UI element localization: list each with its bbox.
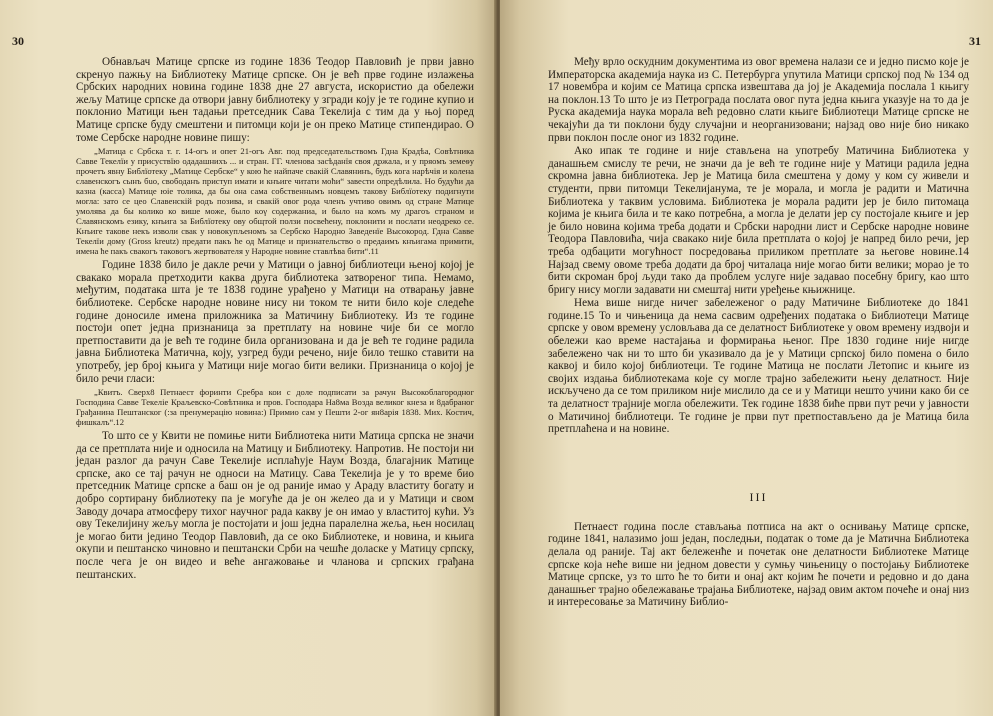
left-page bbox=[0, 0, 496, 716]
paragraph: Петнаест година после стављања потписа на акт о оснивању Матице српске, године 1841, налазимо још један, последњи, податак о томе да је Матична Библиотека делала од раније. Тај акт бележенће и почетак оне делатности Библиотеке Матице српске која неће више ни једном довести у сумњу чињеницу о постојању Библиотеке Матице српске, уз то што ће то бити и онај акт којим ће почети и редовно и до дана данашњег трајно обележавање трајања Библиотеке, најзад овим актом почеће и онај низ и интересовање за Матичину Библио- bbox=[548, 520, 969, 609]
page-number-left: 30 bbox=[12, 34, 24, 48]
paragraph: Ако ипак те године и није стављена на употребу Матичина Библиотека у данашњем смислу те речи, не значи да је већ те године није у Матици радила једна скромна јавна библиотека. Јер је Матица била смештена у дому у ком су живели и студенти, први питомци Текелијанума, те је морала, и могла је радити и Матична Библиотека у таквим условима. Библиотека је морала радити јер је било питомаца којима је књига била и те како потребна, а могла је делати јер су постојале књиге и јер је било новина којима треба додати и Србски народни лист и Сербске народне новине Теодора Павловића, чија свакако није била претплата о којој је напред било речи, јер треба одбацити могућност посредовања приликом претплате за његове новине.14 Најзад свему овоме треба додати да број читалаца није могао бити велики; морао је то бити скроман број људи тако да проблем услуге није задавао посебну бригу, као што бригу нису могли задавати ни смештај нити уређење књижнице. bbox=[548, 145, 969, 296]
paragraph: Међу врло оскудним документима из овог времена налази се и једно писмо које је Императорска академија наука из С. Петербурга упутила Матици српској под № 134 од 17 новембра и којим се Матица српска извештава да јој је Академија послала 1 књигу на поклон.13 То што је из Петрограда послата овог пута једна књига указује на то да је Руска академија наука морала већ редовно слати књиге Библиотеци Матице српске не чекајући да ти поклони буду случајни и неорганизовани; најзад ово није био никако први поклон после оног из 1832 године. bbox=[548, 56, 969, 144]
right-page-body bbox=[548, 56, 969, 609]
page-number-right: 31 bbox=[969, 34, 981, 48]
paragraph: Године 1838 било је дакле речи у Матици о јавној библиотеци њеној којој је свакако морала претходити каква друга библиотека затвореног типа. Немамо, међутим, података шта је те 1838 године урађено у Матици на отварању јавне библиотеке. Сербске народне новине нису ни током те нити било које следеће године доносиле имена приложника за Матичину Библиотеку. Из те године постоји опет једна признаница за претплату на новине чије би се могло претпоставити да је већ те године била организована и да је већ те године радила јавна Библиотека Матична, коју, узгред буди речено, није било тешко ставити на употребу, јер број књига у Матици није могао бити велики. Признаница о којој је било речи гласи: bbox=[76, 259, 474, 385]
right-page bbox=[500, 0, 993, 716]
block-quote: „Квитъ. Сверх8 Петнаест форинти Сребра кои с доле подписати за рачун Высокоблагородног Господина Савве Текеліе Краљевскo-Совѣтника и пров. Господара На8ма Возда великог кнеза и 8дабраног Грађанина Пештанског (:за пренумерацію новина:) Примио сам у Пешти 2-ог ян8арія 1838. Мих. Костич, фишкалъ“.12 bbox=[76, 387, 474, 428]
block-quote: „Матица с Србска т. г. 14-огъ и опет 21-огъ Авг. под председательствомъ Гдна Крадѣа, Совѣтника Савве Текелїи у присуствїю одадашнихъ ... и стран. ГГ. членова засѣданїя своя држала, и у пряомъ земеѳу прочетъ явну Библїотеку „Матице Сербске“ у кою ће найпаче свакій Славянинъ, будъ кога нарѣчія и колена славенскогъ сынъ бuо, свободанъ приступ имати и кнъиге читати моћи“ завести опредѣлила. Но будући да казна (касса) Матице юіе толика, да бы она сама собственнымъ новцемъ таковy Библїотеку подигнути могла: зато се цео Славенскій родъ позива, и свакій овог рода членъ учтиво овимъ од стране Матице умолява да бы колико ко више може, было кογ содержаниа, и было на комъ му драгоъ страном и Славянскомъ езику, кнъига за Библїотеку ову общтой ползи посвећену, поклонити и послати неодреко се. Кнъиге таковe некъ изволи свак у новокупљеномъ за Сербско Народно Заведенїе Высокород. Гдна Савве Текелїи дому (Gross kreutz) предати пакъ ће од Матице и признательство о предаимъ кнъигама примити, имена ће пакъ свакогъ таковогъ жертвователя у Народне новине ставлѣва бити“.11 bbox=[76, 146, 474, 257]
paragraph: Обнављач Матице српске из године 1836 Теодор Павловић је први јавно скренуо пажњу на Библиотеку Матице српске. Он је већ прве године излажења Србских народних новина године 1838 дне 27 августа, искористио да обележи жељу Матице српске да отвори јавну библиотеку у згради коју је те године купио и поклонио Матици њен тадањи претседник Сава Текелија с тим да у њој поред Матице српске буду смештени и питомци који је он преко Матице стипендирао. О томе Сербске народне новине пишу: bbox=[76, 56, 474, 144]
left-page-body bbox=[76, 56, 474, 581]
paragraph: То што се у Квити не помиње нити Библиотека нити Матица српска не значи да се претплата није и односила на Матицу и Библиотеку. Напротив. Не постоји ни један разлог да рачун Саве Текелије исплаћује Наум Возда, благајник Матице српске, ако се тај рачун не односи на Матицу. Сава Текелија је у то време био претседник Матице српске а баш он је од раније имао у Араду властиту богату и добро сортирану библиотеку па је могуће да је он желео да и у Матици и свом Заводу дочара атмосферу тихог научног рада какву је он имао у властитој кући. Уз ову Текелијину жељу могла је постојати и још једна паралелна жеља, њен носилац је могао бити једино Теодор Павловић, да се око Библиотеке, и новина, и књига окупи и пештанско чиновно и пештански Срби на чешће доласке у Матицу српску, после чега је он видео и веће ангажовање и чланова и српских грађана пештанских. bbox=[76, 430, 474, 581]
section-heading: III bbox=[749, 489, 768, 504]
paragraph: Нема више нигде ничег забележеног о раду Матичине Библиотеке до 1841 године.15 То и чињеница да нема сасвим одређених података о Библиотеци Матице српске у овом времену условљава да се делатност Библиотеке у овом времену издвоји и обележи као време настајања и формирања њеног. Пре 1830 године није нигде забележено чак ни то што би указивало да је у Матици српској било помена о било каквој и било којој библиотеци. Те године Матица не послати Летопис и књиге из својих издања библиотекама које су могле трајно забележити њену делатност. Није искључено да се том приликом није мислило да се и у Матици нешто учини како би се та делатност трајније могла обележити. Тек године 1838 биће први пут речи у јавности о Матичиној библиотеци. Те године је први пут претпостављено да је Матица била претплаћена и на новине. bbox=[548, 297, 969, 436]
